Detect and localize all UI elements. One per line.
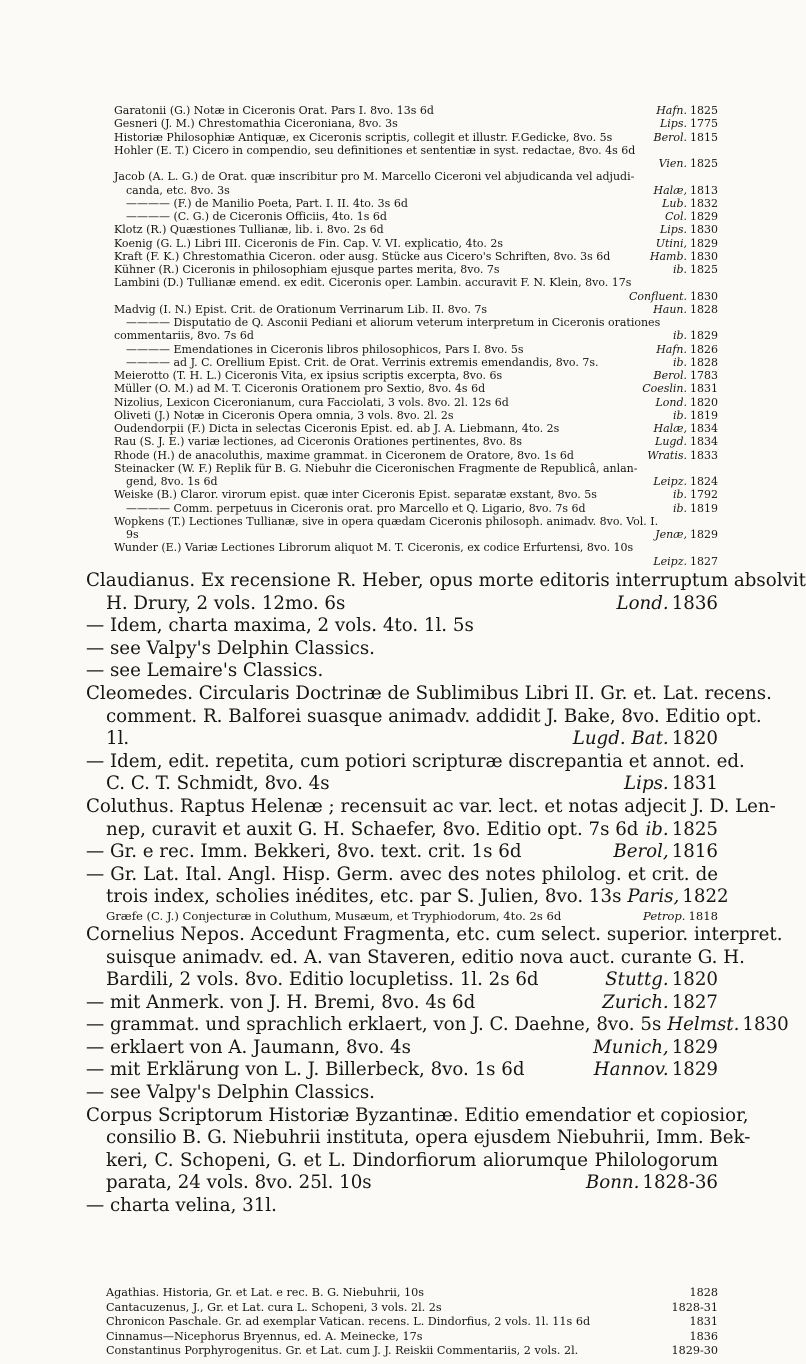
- entry-year: 1830: [690, 223, 718, 237]
- entry-text: trois index, scholies inédites, etc. par S. Julien, 8vo. 13s: [106, 886, 622, 908]
- entry-year: 1824: [690, 475, 718, 488]
- entry-line: [0, 131, 800, 144]
- entry-text: — erklaert von A. Jaumann, 8vo. 4s: [86, 1036, 411, 1058]
- entry-year: 1820: [671, 969, 718, 991]
- entry-line: [0, 864, 800, 887]
- entry-text: Constantinus Porphyrogenitus. Gr. et Lat. cum J. J. Reiskii Commentariis, 2 vols. 2l.: [106, 1344, 579, 1358]
- entry-line: [0, 502, 800, 515]
- entry-line: [0, 1082, 800, 1105]
- entry-line: [0, 223, 800, 236]
- entry-line: [0, 615, 800, 638]
- entry-year: 1831: [690, 382, 718, 396]
- entry-line: [0, 117, 800, 130]
- entry-text: Kraft (F. K.) Chrestomathia Ciceron. oder ausg. Stücke aus Cicero's Schriften, 8vo. 3s 6d: [114, 249, 611, 263]
- entry-year: 1783: [690, 369, 718, 382]
- entry-text: Cantacuzenus, J., Gr. et Lat. cura L. Schopeni, 3 vols. 2l. 2s: [106, 1300, 442, 1314]
- entry-place: Zurich.: [602, 991, 669, 1013]
- entry-text: Wopkens (T.) Lectiones Tullianæ, sive in opera quædam Ciceronis philosoph. animadv. 8vo. Vol. I.: [114, 514, 659, 528]
- entry-line: [0, 1014, 800, 1037]
- entry-year: 1827: [690, 554, 718, 568]
- entry-text: ———— Emendationes in Ciceronis libros philosophicos, Pars I. 8vo. 5s: [126, 342, 524, 356]
- cicero-bibliography: [0, 104, 800, 568]
- entry-line: [0, 422, 800, 435]
- entry-line: [0, 329, 800, 342]
- entry-line: [0, 104, 800, 117]
- entry-line: [0, 1059, 800, 1082]
- entry-line: [0, 237, 800, 250]
- entry-place: Berol,: [613, 841, 669, 863]
- entry-place: ib.: [672, 501, 687, 515]
- entry-text: ———— ad J. C. Orellium Epist. Crit. de Orat. Verrinis extremis emendandis, 8vo. 7s.: [126, 355, 599, 369]
- entry-line: [0, 343, 800, 356]
- entry-place: Halæ,: [653, 183, 687, 197]
- entry-place: Berol.: [653, 369, 687, 382]
- entry-line: [0, 316, 800, 329]
- entry-text: consilio B. G. Niebuhrii instituta, opera ejusdem Niebuhrii, Imm. Bek-: [106, 1127, 751, 1149]
- entry-place: ib.: [645, 818, 669, 840]
- entry-line: [0, 1150, 800, 1173]
- entry-line: [0, 728, 800, 751]
- entry-year: 1820: [690, 395, 718, 409]
- entry-line: [0, 660, 800, 683]
- entry-text: — see Valpy's Delphin Classics.: [86, 1082, 375, 1104]
- entry-text: ———— (C. G.) de Ciceronis Officiis, 4to. 1s 6d: [126, 210, 387, 223]
- entry-line: [0, 396, 800, 409]
- entry-line: [0, 1301, 800, 1316]
- entry-line: [0, 1037, 800, 1060]
- entry-text: — grammat. und sprachlich erklaert, von J. C. Daehne, 8vo. 5s: [86, 1014, 662, 1036]
- entry-place: Lips.: [659, 117, 687, 131]
- entry-year: 1829-30: [671, 1344, 718, 1358]
- entry-text: — charta velina, 31l.: [86, 1195, 277, 1217]
- entry-text: Corpus Scriptorum Historiæ Byzantinæ. Editio emendatior et copiosior,: [86, 1104, 749, 1126]
- entry-text: — see Lemaire's Classics.: [86, 660, 324, 682]
- entry-place: Jenæ,: [655, 528, 687, 541]
- entry-place: Col.: [664, 210, 687, 223]
- entry-line: [0, 250, 800, 263]
- entry-year: 1825: [690, 104, 718, 117]
- entry-line: [0, 210, 800, 223]
- entry-line: [0, 528, 800, 541]
- entry-text: ———— Disputatio de Q. Asconii Pediani et aliorum veterum interpretum in Ciceronis orationes: [126, 316, 661, 329]
- entry-year: 1820: [671, 728, 718, 750]
- entry-year: 1825: [671, 818, 718, 840]
- entry-line: [0, 886, 800, 909]
- entry-text: Müller (O. M.) ad M. T. Ciceronis Orationem pro Sextio, 8vo. 4s 6d: [114, 382, 486, 396]
- entry-text: — Gr. Lat. Ital. Angl. Hisp. Germ. avec des notes philolog. et crit. de: [86, 863, 718, 885]
- entry-text: 9s: [126, 528, 139, 541]
- entry-line: [0, 1195, 800, 1218]
- entry-text: 1l.: [106, 728, 130, 750]
- entry-text: keri, C. Schopeni, G. et L. Dindorfiorum aliorumque Philologorum: [106, 1149, 718, 1171]
- entry-line: [0, 909, 800, 924]
- entry-year: 1829: [690, 210, 718, 223]
- entry-line: [0, 796, 800, 819]
- entry-line: [0, 369, 800, 382]
- entry-text: Bardili, 2 vols. 8vo. Editio locupletiss. 1l. 2s 6d: [106, 969, 539, 991]
- entry-text: Hohler (E. T.) Cicero in compendio, seu definitiones et sententiæ in syst. redactae, 8vo. 4s 6d: [114, 143, 636, 157]
- entry-text: suisque animadv. ed. A. van Staveren, editio nova auct. curante G. H.: [106, 946, 745, 968]
- entry-text: Garatonii (G.) Notæ in Ciceronis Orat. Pars I. 8vo. 13s 6d: [114, 104, 434, 117]
- entry-place: Confluent.: [628, 289, 687, 303]
- entry-year: 1829: [690, 329, 718, 343]
- entry-line: [0, 1330, 800, 1345]
- entry-text: ———— Comm. perpetuus in Ciceronis orat. pro Marcello et Q. Ligario, 8vo. 7s 6d: [126, 501, 586, 515]
- entry-text: Græfe (C. J.) Conjecturæ in Coluthum, Musæum, et Tryphiodorum, 4to. 2s 6d: [106, 908, 562, 923]
- entry-line: [0, 1286, 800, 1301]
- entry-line: [0, 706, 800, 729]
- entry-year: 1833: [690, 448, 718, 462]
- entry-year: 1829: [671, 1036, 718, 1058]
- entry-text: Agathias. Historia, Gr. et Lat. e rec. B. G. Niebuhrii, 10s: [106, 1286, 424, 1299]
- entry-line: [0, 197, 800, 210]
- entry-text: Rau (S. J. E.) variæ lectiones, ad Ciceronis Orationes pertinentes, 8vo. 8s: [114, 435, 523, 449]
- entry-line: [0, 1105, 800, 1128]
- entry-line: [0, 819, 800, 842]
- entry-place: Bonn.: [585, 1172, 640, 1194]
- entry-text: Coluthus. Raptus Helenæ ; recensuit ac var. lect. et notas adjecit J. D. Len-: [86, 795, 776, 817]
- entry-line: [0, 303, 800, 316]
- entry-text: Nizolius, Lexicon Ciceronianum, cura Facciolati, 3 vols. 8vo. 2l. 12s 6d: [114, 395, 509, 409]
- entry-year: 1827: [671, 991, 718, 1013]
- entry-year: 1825: [690, 157, 718, 170]
- entry-place: Lips.: [624, 773, 669, 795]
- entry-line: [0, 515, 800, 528]
- entry-text: Oliveti (J.) Notæ in Ciceronis Opera omnia, 3 vols. 8vo. 2l. 2s: [114, 408, 454, 422]
- entry-year: 1819: [690, 501, 718, 515]
- entry-place: Utini,: [655, 236, 687, 250]
- entry-line: [0, 773, 800, 796]
- entry-year: 1836: [689, 1329, 718, 1343]
- entry-year: 1831: [689, 1315, 718, 1329]
- entry-text: — Idem, charta maxima, 2 vols. 4to. 1l. 5s: [86, 615, 474, 637]
- entry-text: parata, 24 vols. 8vo. 25l. 10s: [106, 1172, 372, 1194]
- entry-place: Lond.: [655, 395, 687, 409]
- entry-year: 1813: [690, 183, 718, 197]
- entry-year: 1830: [742, 1014, 789, 1036]
- entry-text: — Gr. e rec. Imm. Bekkeri, 8vo. text. crit. 1s 6d: [86, 841, 522, 863]
- entry-place: Helmst.: [667, 1014, 740, 1036]
- entry-line: [0, 170, 800, 183]
- entry-line: [0, 157, 800, 170]
- entry-year: 1831: [671, 773, 718, 795]
- entry-line: [0, 488, 800, 501]
- entry-year: 1830: [690, 249, 718, 263]
- entry-line: [0, 541, 800, 554]
- entry-text: Rhode (H.) de anacoluthis, maxime grammat. in Ciceronem de Oratore, 8vo. 1s 6d: [114, 448, 574, 462]
- entry-line: [0, 638, 800, 661]
- entry-text: — Idem, edit. repetita, cum potiori scripturæ discrepantia et annot. ed.: [86, 750, 745, 772]
- entry-text: C. C. T. Schmidt, 8vo. 4s: [106, 773, 330, 795]
- entry-line: [0, 751, 800, 774]
- main-entries: [0, 570, 806, 1218]
- entry-text: Kühner (R.) Ciceronis in philosophiam ejusque partes merita, 8vo. 7s: [114, 263, 500, 276]
- entry-place: Berol.: [653, 130, 687, 144]
- entry-place: Halæ,: [653, 422, 687, 435]
- entry-line: [0, 1344, 800, 1359]
- entry-place: Stuttg.: [605, 969, 669, 991]
- entry-place: Lips.: [659, 223, 687, 237]
- entry-text: Koenig (G. L.) Libri III. Ciceronis de Fin. Cap. V. VI. explicatio, 4to. 2s: [114, 236, 503, 250]
- entry-place: Wratis.: [647, 448, 687, 462]
- entry-year: 1828: [690, 302, 718, 316]
- entry-year: 1832: [690, 196, 718, 210]
- entry-line: [0, 570, 806, 593]
- entry-place: Lugd.: [655, 435, 687, 449]
- entry-year: 1828: [689, 1286, 718, 1299]
- entry-line: [0, 969, 800, 992]
- entry-year: 1834: [690, 435, 718, 449]
- entry-text: — see Valpy's Delphin Classics.: [86, 637, 375, 659]
- entry-year: 1830: [690, 289, 718, 303]
- entry-text: Oudendorpii (F.) Dicta in selectas Ciceronis Epist. ed. ab J. A. Liebmann, 4to. 2s: [114, 422, 560, 435]
- entry-line: [0, 992, 800, 1015]
- entry-place: Lond.: [616, 592, 669, 614]
- entry-text: Steinacker (W. F.) Replik für B. G. Niebuhr die Ciceronischen Fragmente de Republicâ, anlan-: [114, 461, 638, 475]
- entry-line: [0, 276, 800, 289]
- entry-text: Cinnamus—Nicephorus Bryennus, ed. A. Meinecke, 17s: [106, 1329, 423, 1343]
- entry-year: 1819: [690, 408, 718, 422]
- entry-place: Vien.: [658, 157, 687, 170]
- entry-text: commentariis, 8vo. 7s 6d: [114, 329, 254, 343]
- entry-place: Hamb.: [649, 249, 687, 263]
- entry-text: Chronicon Paschale. Gr. ad exemplar Vatican. recens. L. Dindorfius, 2 vols. 1l. 11s 6d: [106, 1315, 591, 1329]
- entry-place: ib.: [672, 408, 687, 422]
- entry-line: [0, 1172, 800, 1195]
- entry-line: [0, 409, 800, 422]
- entry-line: [0, 462, 800, 475]
- entry-text: Lambini (D.) Tullianæ emend. ex edit. Ciceronis oper. Lambin. accuravit F. N. Klein, 8vo. 17s: [114, 276, 632, 290]
- entry-text: nep, curavit et auxit G. H. Schaefer, 8vo. Editio opt. 7s 6d: [106, 818, 639, 840]
- entry-line: [0, 1315, 800, 1330]
- entry-year: 1825: [690, 263, 718, 276]
- entry-text: canda, etc. 8vo. 3s: [126, 183, 230, 197]
- entry-text: Meierotto (T. H. L.) Ciceronis Vita, ex ipsius scriptis excerpta, 8vo. 6s: [114, 369, 503, 382]
- entry-place: Munich,: [593, 1036, 669, 1058]
- entry-place: Coeslin.: [642, 382, 687, 396]
- entry-year: 1818: [688, 908, 718, 923]
- entry-place: Hafn.: [656, 104, 687, 117]
- entry-year: 1829: [690, 528, 718, 541]
- entry-year: 1829: [671, 1059, 718, 1081]
- entry-line: [0, 382, 800, 395]
- entry-text: — mit Anmerk. von J. H. Bremi, 8vo. 4s 6d: [86, 991, 476, 1013]
- entry-place: ib.: [672, 329, 687, 343]
- entry-text: comment. R. Balforei suasque animadv. addidit J. Bake, 8vo. Editio opt.: [106, 705, 762, 727]
- entry-text: ———— (F.) de Manilio Poeta, Part. I. II. 4to. 3s 6d: [126, 196, 408, 210]
- entry-line: [0, 290, 800, 303]
- entry-text: Wunder (E.) Variæ Lectiones Librorum aliquot M. T. Ciceronis, ex codice Erfurtensi, 8vo. 10s: [114, 541, 634, 555]
- entry-place: Hafn.: [656, 342, 687, 356]
- entry-place: Lugd. Bat.: [572, 728, 669, 750]
- entry-line: [0, 263, 800, 276]
- byzantine-contents: [0, 1286, 800, 1359]
- entry-year: 1822: [682, 886, 729, 908]
- entry-text: Madvig (I. N.) Epist. Crit. de Orationum Verrinarum Lib. II. 8vo. 7s: [114, 302, 487, 316]
- entry-place: Paris,: [627, 886, 680, 908]
- entry-place: Leipz.: [653, 554, 687, 568]
- entry-year: 1834: [690, 422, 718, 435]
- entry-text: Weiske (B.) Claror. virorum epist. quæ inter Ciceronis Epist. separatæ exstant, 8vo. 5s: [114, 488, 597, 502]
- entry-text: Jacob (A. L. G.) de Orat. quæ inscribitur pro M. Marcello Ciceroni vel abjudicanda vel adjudi-: [114, 170, 635, 184]
- entry-line: [0, 1127, 800, 1150]
- entry-year: 1775: [690, 117, 718, 131]
- entry-line: [0, 555, 800, 568]
- entry-place: Hannov.: [593, 1059, 669, 1081]
- entry-line: [0, 593, 800, 616]
- entry-year: 1828-36: [642, 1172, 718, 1194]
- entry-line: [0, 947, 800, 970]
- entry-line: [0, 144, 800, 157]
- entry-year: 1828-31: [671, 1300, 718, 1314]
- entry-line: [0, 356, 800, 369]
- entry-place: ib.: [672, 355, 687, 369]
- entry-text: Claudianus. Ex recensione R. Heber, opus morte editoris interruptum absolvit: [86, 570, 806, 591]
- entry-text: Historiæ Philosophiæ Antiquæ, ex Ciceronis scriptis, collegit et illustr. F.Gedicke, 8vo. 5s: [114, 130, 613, 144]
- entry-line: [0, 841, 800, 864]
- entry-line: [0, 184, 800, 197]
- entry-place: Leipz.: [653, 475, 687, 488]
- entry-year: 1816: [671, 841, 718, 863]
- entry-place: Haun.: [653, 302, 687, 316]
- entry-text: gend, 8vo. 1s 6d: [126, 475, 218, 488]
- entry-text: Klotz (R.) Quæstiones Tullianæ, lib. i. 8vo. 2s 6d: [114, 223, 384, 237]
- entry-year: 1836: [671, 592, 718, 614]
- entry-year: 1829: [690, 236, 718, 250]
- entry-text: Cleomedes. Circularis Doctrinæ de Sublimibus Libri II. Gr. et. Lat. recens.: [86, 682, 772, 704]
- entry-text: Gesneri (J. M.) Chrestomathia Ciceroniana, 8vo. 3s: [114, 117, 398, 131]
- entry-place: ib.: [672, 263, 687, 276]
- entry-text: Cornelius Nepos. Accedunt Fragmenta, etc. cum select. superior. interpret.: [86, 923, 783, 945]
- entry-year: 1828: [690, 355, 718, 369]
- entry-line: [0, 924, 800, 947]
- entry-text: H. Drury, 2 vols. 12mo. 6s: [106, 592, 346, 614]
- entry-year: 1792: [690, 488, 718, 502]
- entry-line: [0, 435, 800, 448]
- entry-line: [0, 683, 800, 706]
- entry-year: 1826: [690, 342, 718, 356]
- entry-place: Petrop.: [643, 908, 686, 923]
- entry-year: 1815: [690, 130, 718, 144]
- entry-line: [0, 449, 800, 462]
- entry-line: [0, 475, 800, 488]
- entry-place: Lub.: [662, 196, 687, 210]
- entry-text: — mit Erklärung von L. J. Billerbeck, 8vo. 1s 6d: [86, 1059, 525, 1081]
- entry-place: ib.: [672, 488, 687, 502]
